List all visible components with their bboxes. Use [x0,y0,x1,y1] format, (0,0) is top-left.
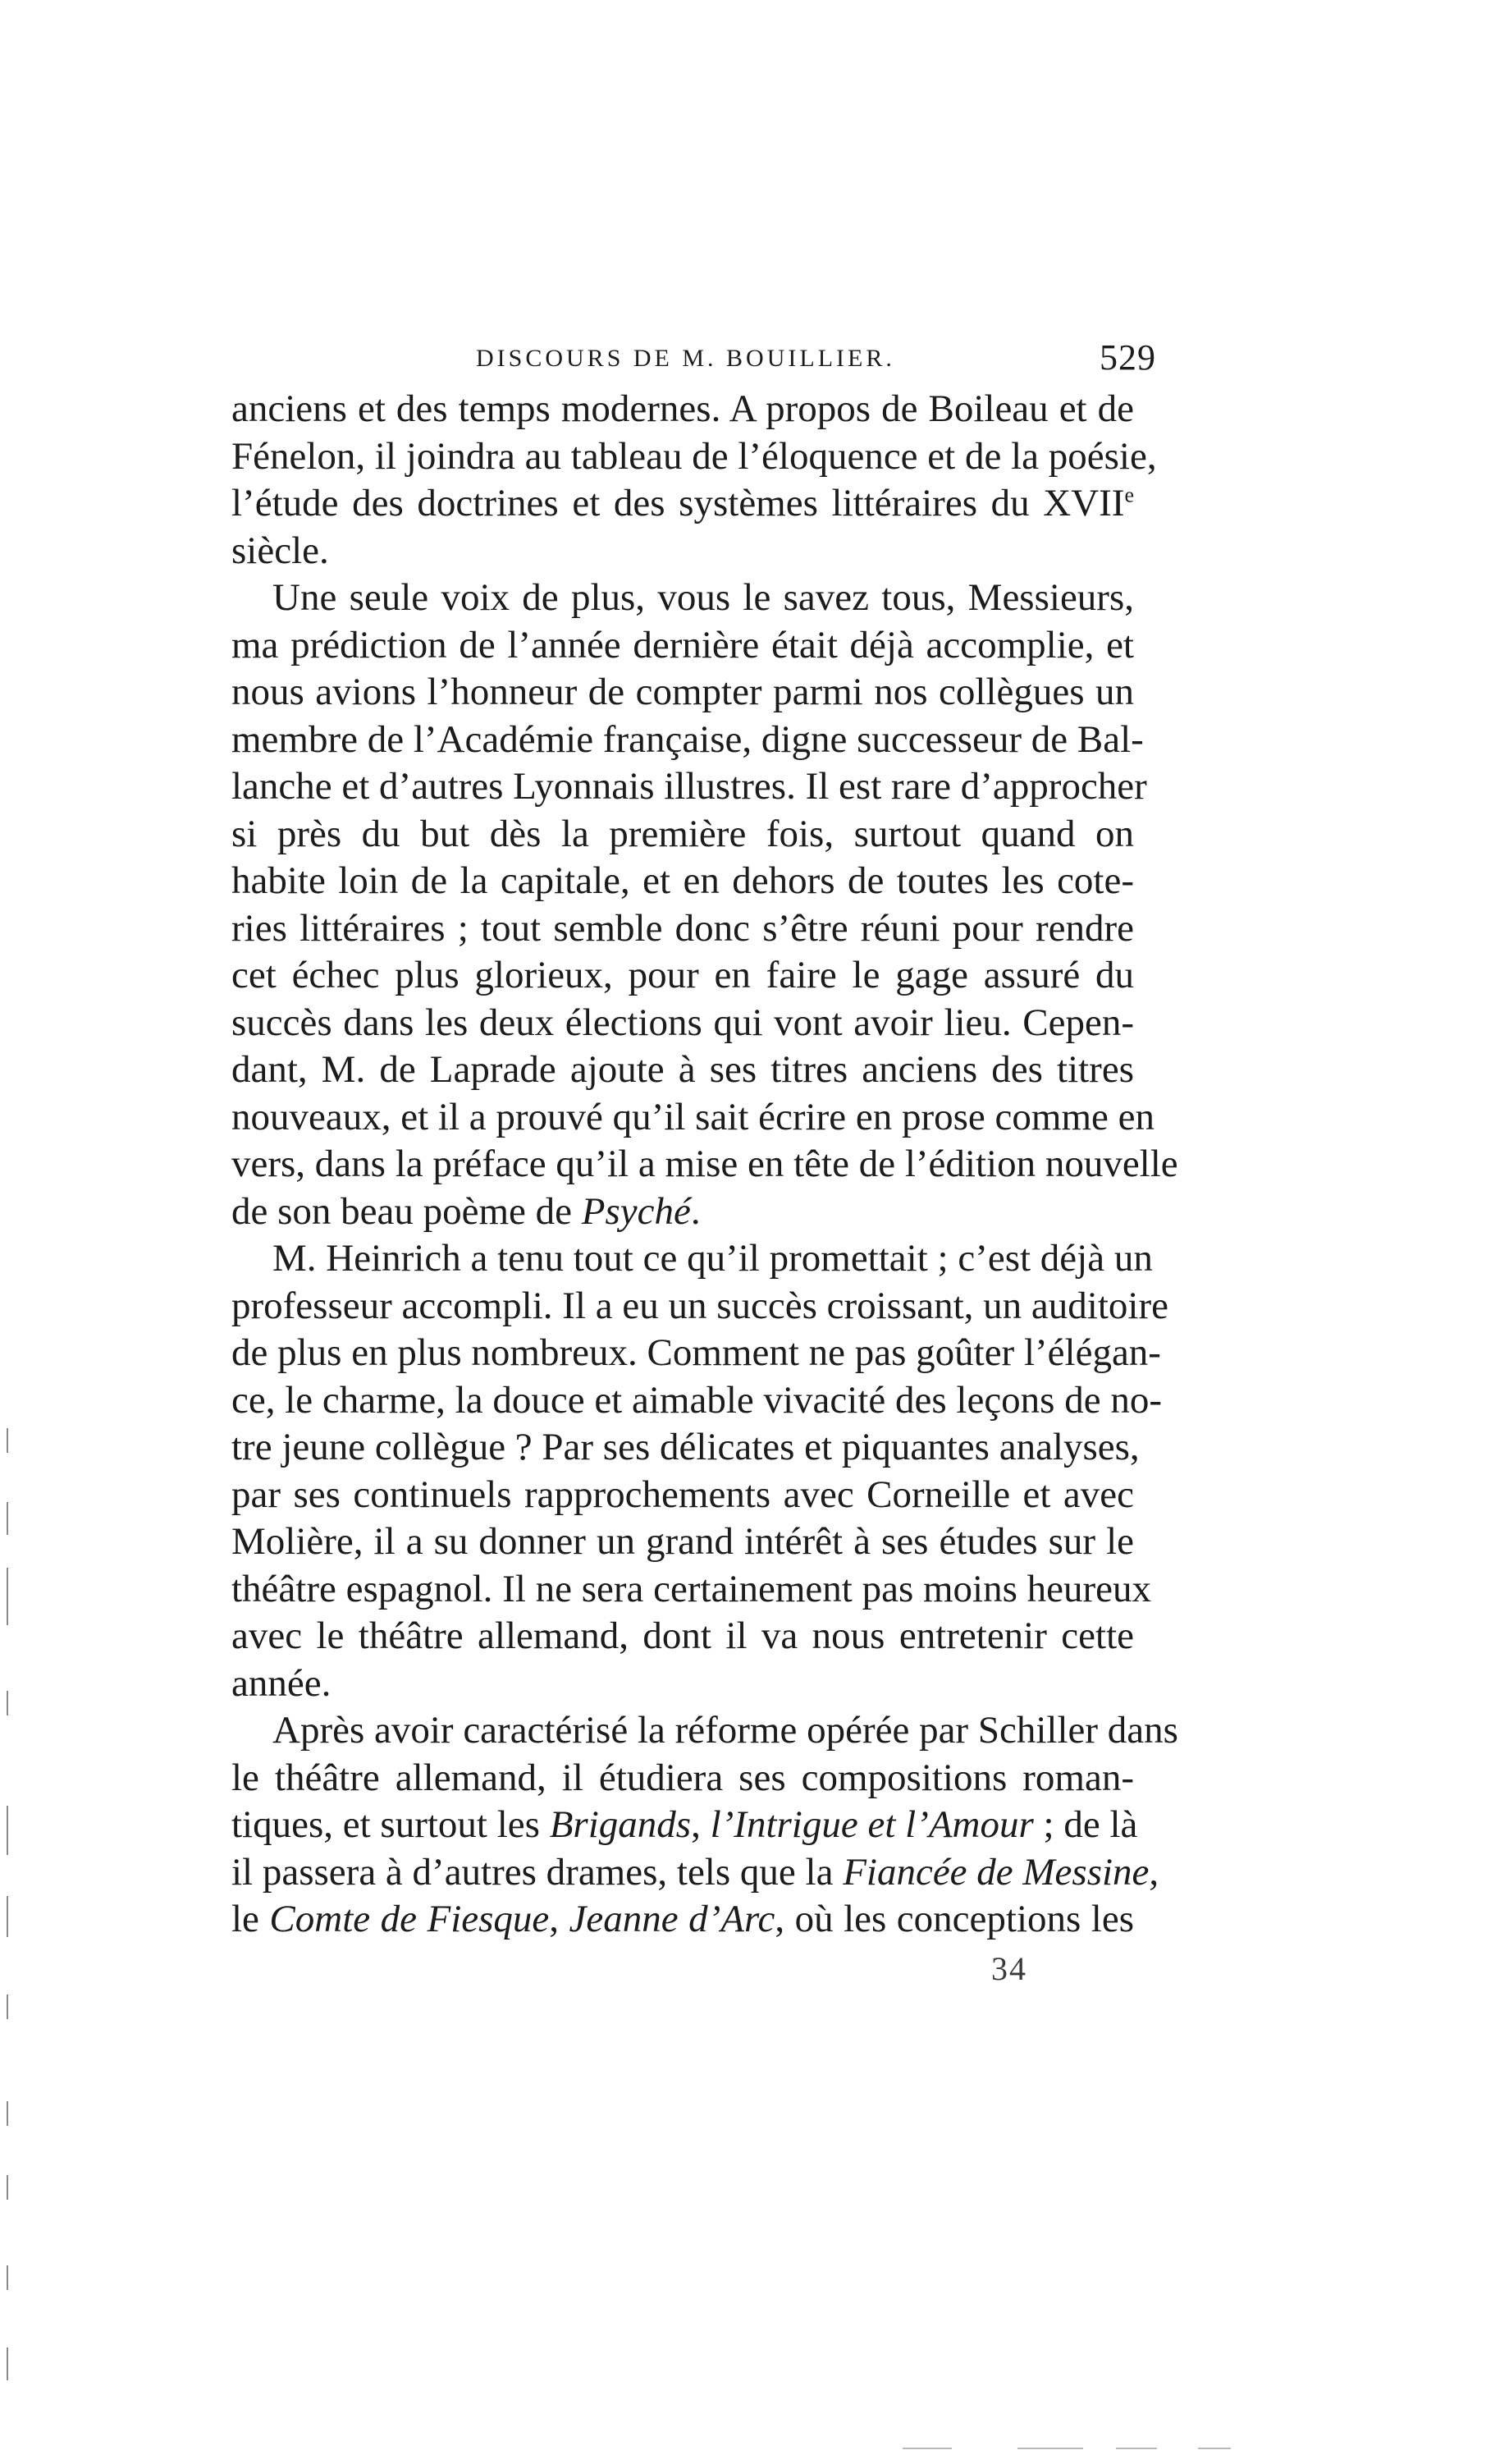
text-line [231,1802,1138,1849]
text-run: , [691,1803,711,1846]
text-line: de plus en plus nombreux. Comment ne pas goûter l’élégan- [231,1331,1161,1374]
text-run: , où les conceptions les [775,1898,1134,1940]
text-line: si près du but dès la première fois, surtout quand on [231,812,1134,855]
text-run: de son beau poème de [231,1189,582,1233]
paragraph [231,386,1157,575]
margin-mark [7,1896,8,1937]
margin-mark [7,1568,8,1625]
text-run: l’étude des doctrines et des systèmes littéraires du [231,482,1044,524]
running-head-title: DISCOURS DE M. BOUILLIER. [476,345,895,372]
text-run: ; de là [1033,1803,1138,1846]
text-line: ma prédiction de l’année dernière était déjà accomplie, et [231,623,1134,666]
text-line: année. [231,1661,331,1705]
page-number: 529 [1100,337,1156,378]
margin-mark [7,2101,8,2126]
text-line: professeur accompli. Il a eu un succès croissant, un auditoire [231,1284,1168,1327]
text-line [231,1896,1134,1944]
text-line: Une seule voix de plus, vous le savez tous, Messieurs, [272,576,1134,619]
text-line [231,480,1134,528]
scan-speck [1116,2448,1157,2449]
text-run: tiques, et surtout les [231,1803,550,1846]
century-numeral [1043,482,1134,524]
scan-speck [1198,2448,1231,2449]
scan-speck [903,2448,952,2449]
roman-numeral: XVII [1043,482,1125,524]
margin-mark [7,2175,8,2200]
text-line: habite loin de la capitale, et en dehors de toutes les cote- [231,859,1134,902]
text-line: cet échec plus glorieux, pour en faire le gage assuré du [231,954,1134,996]
superscript: e [1124,483,1134,507]
text-line: tre jeune collègue ? Par ses délicates et piquantes analyses, [231,1426,1140,1468]
text-line: nouveaux, et il a prouvé qu’il sait écrire en prose comme en [231,1095,1155,1138]
text-line: dant, M. de Laprade ajoute à ses titres anciens des titres [231,1048,1134,1091]
text-line: ce, le charme, la douce et aimable vivacité des leçons de no- [231,1378,1162,1422]
italic-title: Psyché [581,1189,691,1233]
running-head [0,337,1486,386]
signature-mark: 34 [991,1950,1027,1987]
text-line: Fénelon, il joindra au tableau de l’éloquence et de la poésie, [231,434,1157,478]
text-line: siècle. [231,529,329,572]
paragraph [231,575,1178,1235]
text-line: nous avions l’honneur de compter parmi nos collègues un [231,671,1134,713]
text-run: . [690,1189,701,1233]
text-line [231,1849,1159,1897]
text-run: le [231,1898,270,1940]
text-line: avec le théâtre allemand, dont il va nous entretenir cette [231,1614,1134,1657]
margin-mark [7,1428,8,1453]
text-line: vers, dans la préface qu’il a mise en tête de l’édition nouvelle [231,1143,1178,1185]
text-line: succès dans les deux élections qui vont avoir lieu. Cepen- [231,1001,1134,1044]
margin-mark [7,2347,8,2380]
paragraph [231,1235,1168,1707]
text-line: ries littéraires ; tout semble donc s’être réuni pour rendre [231,906,1134,950]
italic-title: Comte de Fiesque [269,1898,550,1940]
margin-mark [7,1806,8,1855]
text-line: Après avoir caractérisé la réforme opérée par Schiller dans [272,1709,1178,1752]
scan-speck [1017,2448,1083,2449]
text-line: membre de l’Académie française, digne successeur de Bal- [231,717,1144,761]
italic-title: Jeanne d’Arc [569,1898,775,1940]
margin-mark [7,1502,8,1535]
text-line: Molière, il a su donner un grand intérêt à ses études sur le [231,1520,1134,1563]
text-line: lanche et d’autres Lyonnais illustres. Il est rare d’approcher [231,765,1147,808]
text-line [231,1188,1134,1236]
text-line: M. Heinrich a tenu tout ce qu’il promettait ; c’est déjà un [272,1237,1153,1280]
text-line: anciens et des temps modernes. A propos de Boileau et de [231,387,1134,430]
italic-title: Brigands [549,1803,692,1846]
paragraph [231,1707,1178,1944]
italic-title: Fiancée de Messine [843,1850,1150,1894]
body-text [231,386,1178,1944]
text-line: théâtre espagnol. Il ne sera certainement pas moins heureux [231,1567,1152,1610]
text-line: le théâtre allemand, il étudiera ses compositions roman- [231,1756,1134,1799]
text-run: , [1149,1850,1159,1894]
italic-title: l’Intrigue et l’Amour [710,1803,1034,1846]
text-run: il passera à d’autres drames, tels que la [231,1850,844,1894]
text-run: , [549,1898,569,1940]
margin-mark [7,1995,8,2019]
text-line: par ses continuels rapprochements avec Corneille et avec [231,1472,1134,1516]
margin-mark [7,2265,8,2290]
margin-mark [7,1691,8,1715]
